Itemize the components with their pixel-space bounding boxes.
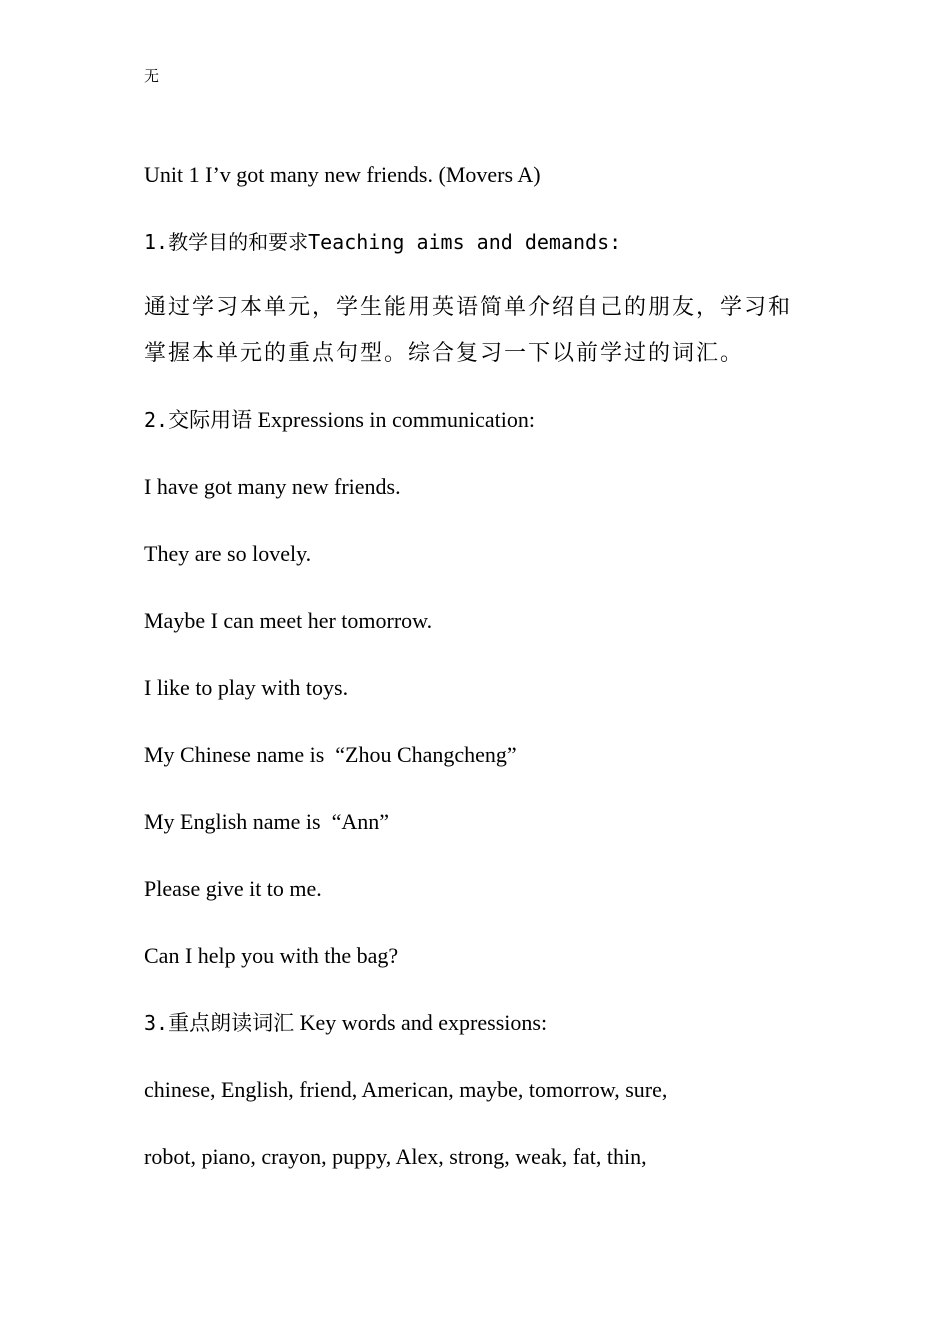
sentence-4: I like to play with toys. (144, 675, 349, 700)
sentence-3: Maybe I can meet her tomorrow. (144, 608, 433, 633)
sentence-1: I have got many new friends. (144, 474, 401, 499)
section1-heading: 1.教学目的和要求Teaching aims and demands: (144, 230, 622, 254)
sentence-5: My Chinese name is “Zhou Changcheng” (144, 742, 517, 767)
section1-body: 通过学习本单元，学生能用英语简单介绍自己的朋友，学习和掌握本单元的重点句型。综合复习一下以前学过的词汇。 (144, 295, 793, 366)
word-line-2: robot, piano, crayon, puppy, Alex, strong, weak, fat, thin, (144, 1144, 647, 1169)
section3-heading-en: Key words and expressions: (294, 1010, 548, 1035)
sentence-2: They are so lovely. (144, 541, 312, 566)
section3-heading-cn: 重点朗读词汇 (168, 1011, 295, 1035)
header-note: 无 (144, 67, 160, 85)
sentence-8: Can I help you with the bag? (144, 943, 399, 968)
section2-heading (144, 406, 535, 434)
section2-number: 2. (144, 408, 169, 432)
sentence-7: Please give it to me. (144, 876, 322, 901)
unit-title: Unit 1 I’v got many new friends. (Movers A) (144, 162, 541, 187)
section3-number: 3. (144, 1011, 169, 1035)
section2-heading-cn: 交际用语 (168, 408, 253, 432)
sentence-6: My English name is “Ann” (144, 809, 390, 834)
section3-heading (144, 1009, 547, 1037)
word-line-1: chinese, English, friend, American, maybe, tomorrow, sure, (144, 1077, 668, 1102)
section2-heading-en: Expressions in communication: (252, 407, 535, 432)
